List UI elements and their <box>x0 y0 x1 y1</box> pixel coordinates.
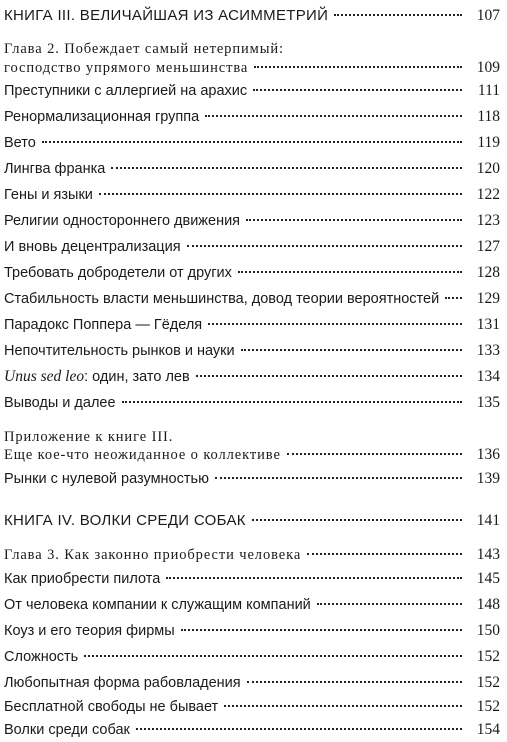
dot-leader <box>241 349 462 351</box>
dot-leader <box>205 115 462 117</box>
toc-entry <box>4 365 500 389</box>
page-number: 111 <box>477 82 500 99</box>
dot-leader <box>253 89 462 91</box>
dot-leader <box>181 629 462 631</box>
entry-title: От человека компании к служащим компаний <box>4 597 311 613</box>
entry-title: Гены и языки <box>4 187 93 203</box>
appendix-title-line2: Еще кое-что неожиданное о коллективе <box>4 447 281 463</box>
dot-leader <box>166 577 462 579</box>
chapter-title-line1: Глава 2. Побеждает самый нетерпимый: <box>4 41 284 57</box>
dot-leader <box>84 655 462 657</box>
page-number: 141 <box>476 512 500 529</box>
toc-entry <box>4 287 500 311</box>
dot-leader <box>287 453 462 455</box>
page-number: 129 <box>476 290 500 307</box>
dot-leader <box>317 603 462 605</box>
entry-title: И вновь децентрализация <box>4 239 181 255</box>
page-number: 119 <box>477 134 500 151</box>
page-number: 139 <box>476 470 500 487</box>
entry-title: Требовать добродетели от других <box>4 265 232 281</box>
page-number: 109 <box>476 59 500 76</box>
dot-leader <box>445 297 462 299</box>
dot-leader <box>246 219 462 221</box>
entry-title: Преступники с аллергией на арахис <box>4 83 248 99</box>
page-number: 107 <box>476 7 500 24</box>
toc-chapter-heading-line2 <box>4 56 500 80</box>
toc-entry <box>4 209 500 233</box>
book-title: КНИГА III. ВЕЛИЧАЙШАЯ ИЗ АСИММЕТРИЙ <box>4 7 329 24</box>
toc-entry <box>4 131 500 155</box>
toc-entry <box>4 567 500 591</box>
toc-entry <box>4 718 500 742</box>
toc-appendix-heading-line2 <box>4 443 500 467</box>
page-number: 122 <box>476 186 500 203</box>
toc-entry <box>4 313 500 337</box>
dot-leader <box>254 66 462 68</box>
page-number: 128 <box>476 264 500 281</box>
toc-entry <box>4 79 500 103</box>
toc-entry <box>4 261 500 285</box>
page-number: 118 <box>477 108 500 125</box>
entry-title-rest: : один, зато лев <box>84 369 190 385</box>
entry-title-italic: Unus sed leo <box>4 368 85 385</box>
entry-title: Лингва франка <box>4 161 106 177</box>
entry-title <box>4 365 190 389</box>
toc-entry <box>4 157 500 181</box>
dot-leader <box>136 728 462 730</box>
page-number: 148 <box>476 596 500 613</box>
entry-title: Любопытная форма рабовладения <box>4 675 241 691</box>
page-number: 131 <box>476 316 500 333</box>
dot-leader <box>238 271 462 273</box>
page-number: 152 <box>476 674 500 691</box>
entry-title: Рынки с нулевой разумностью <box>4 471 209 487</box>
chapter-title-line2: господство упрямого меньшинства <box>4 60 249 76</box>
page-number: 145 <box>476 570 500 587</box>
page-number: 152 <box>476 698 500 715</box>
page-number: 127 <box>476 238 500 255</box>
toc-entry <box>4 645 500 669</box>
dot-leader <box>208 323 462 325</box>
page-number: 134 <box>476 368 500 385</box>
dot-leader <box>122 401 462 403</box>
entry-title: Вето <box>4 135 36 151</box>
dot-leader <box>247 681 462 683</box>
entry-title: Сложность <box>4 649 79 665</box>
entry-title: Выводы и далее <box>4 395 116 411</box>
page-number: 135 <box>476 394 500 411</box>
toc-entry <box>4 391 500 415</box>
dot-leader <box>187 245 462 247</box>
toc-entry <box>4 467 500 491</box>
toc-book-heading <box>4 509 500 533</box>
entry-title: Религии одностороннего движения <box>4 213 241 229</box>
page-number: 120 <box>476 160 500 177</box>
dot-leader <box>42 141 462 143</box>
page-number: 136 <box>476 446 500 463</box>
page-number: 133 <box>476 342 500 359</box>
book-title: КНИГА IV. ВОЛКИ СРЕДИ СОБАК <box>4 512 246 529</box>
page-number: 152 <box>476 648 500 665</box>
dot-leader <box>307 553 462 555</box>
toc-entry <box>4 339 500 363</box>
dot-leader <box>334 14 462 16</box>
entry-title: Стабильность власти меньшинства, довод теории вероятностей <box>4 291 440 307</box>
dot-leader <box>99 193 462 195</box>
dot-leader <box>224 705 462 707</box>
entry-title: Коуз и его теория фирмы <box>4 623 175 639</box>
entry-title: Бесплатной свободы не бывает <box>4 699 219 715</box>
page-number: 154 <box>476 721 500 738</box>
toc-entry <box>4 695 500 719</box>
toc-entry <box>4 183 500 207</box>
dot-leader <box>215 477 462 479</box>
page-number: 123 <box>476 212 500 229</box>
appendix-title-line1: Приложение к книге III. <box>4 429 174 445</box>
toc-entry <box>4 619 500 643</box>
page-number: 150 <box>476 622 500 639</box>
page-number: 143 <box>476 546 500 563</box>
toc-entry <box>4 593 500 617</box>
dot-leader <box>196 375 462 377</box>
toc-entry <box>4 671 500 695</box>
toc-book-heading <box>4 4 500 28</box>
entry-title: Непочтительность рынков и науки <box>4 343 235 359</box>
table-of-contents <box>4 0 500 742</box>
chapter-title: Глава 3. Как законно приобрести человека <box>4 547 302 563</box>
entry-title: Парадокс Поппера — Гёделя <box>4 317 203 333</box>
dot-leader <box>111 167 462 169</box>
entry-title: Как приобрести пилота <box>4 571 161 587</box>
toc-chapter-heading <box>4 543 500 567</box>
entry-title: Волки среди собак <box>4 722 130 738</box>
toc-entry <box>4 105 500 129</box>
toc-entry <box>4 235 500 259</box>
entry-title: Ренормализационная группа <box>4 109 200 125</box>
dot-leader <box>252 519 462 521</box>
